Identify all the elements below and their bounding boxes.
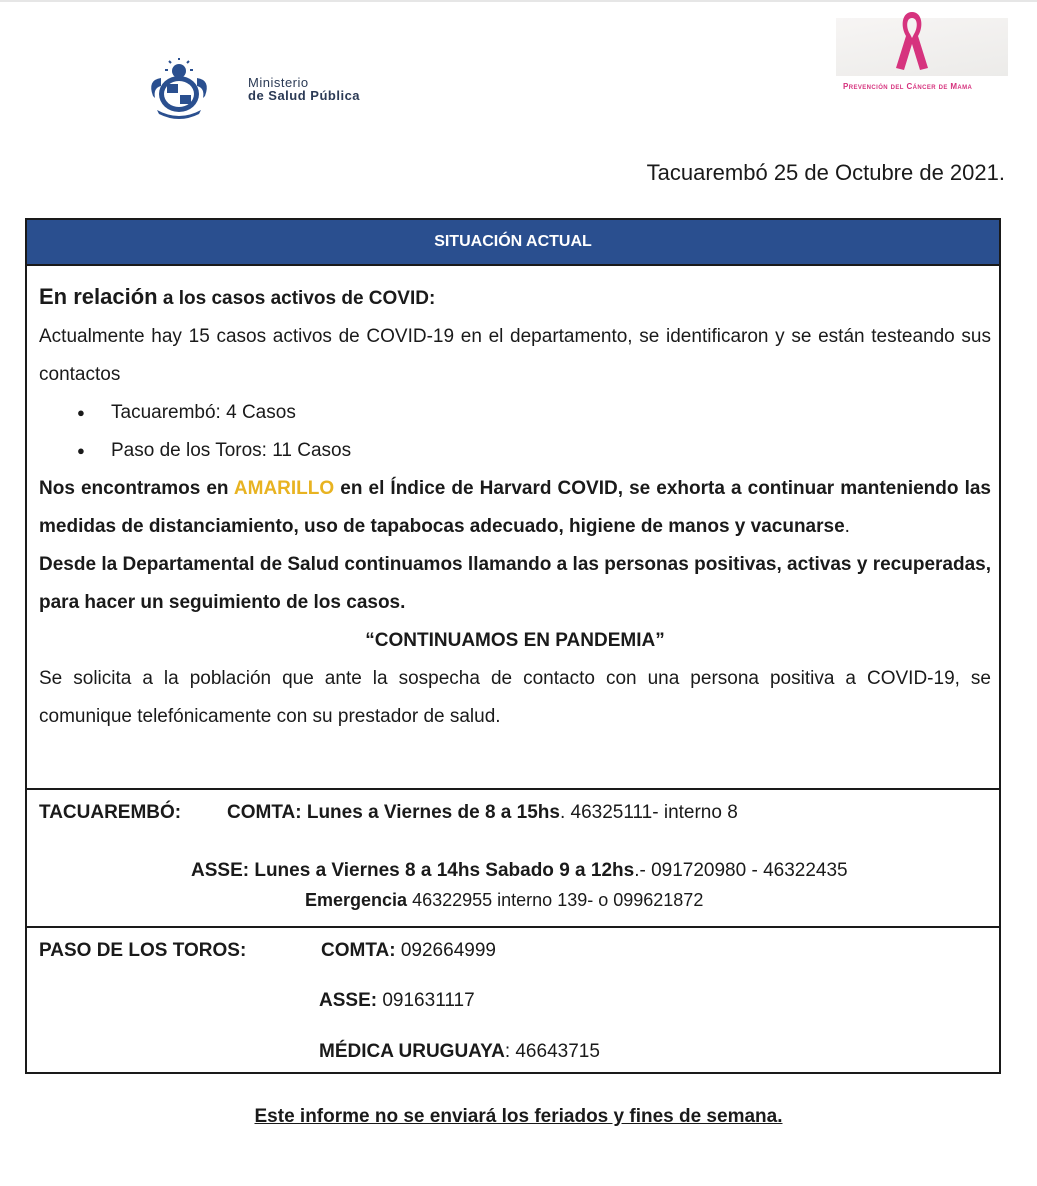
cases-list (39, 394, 991, 470)
followup-paragraph: Desde la Departamental de Salud continuamos llamando a las personas positivas, activas y recuperadas, para hacer un seguimiento de los casos. (39, 554, 991, 613)
document-date: Tacuarembó 25 de Octubre de 2021. (646, 160, 1005, 185)
tacuarembo-comta: COMTA: Lunes a Viernes de 8 a 15hs. 46325111- interno 8 (227, 802, 738, 823)
coat-of-arms-logo (143, 58, 215, 120)
divider (27, 926, 999, 928)
ministry-logotype (248, 76, 360, 102)
request-paragraph: Se solicita a la población que ante la sospecha de contacto con una persona positiva a COVID-19, se comunique telefónicamente con su prestador de salud. (39, 668, 991, 727)
paso-medica-uruguaya: MÉDICA URUGUAYA: 46643715 (319, 1041, 600, 1062)
cases-heading: En relación a los casos activos de COVID: (39, 284, 436, 309)
paso-comta: COMTA: 092664999 (321, 940, 496, 961)
harvard-paragraph: Nos encontramos en AMARILLO en el Índice de Harvard COVID, se exhorta a continuar manteniendo las medidas de distanciamiento, uso de tapabocas adecuado, higiene de manos y vacunarse. (39, 478, 991, 537)
current-situation-section (39, 278, 991, 736)
ministry-line2: de Salud Pública (248, 88, 361, 103)
section-title: SITUACIÓN ACTUAL (434, 233, 592, 250)
footer-note: Este informe no se enviará los feriados y fines de semana. (254, 1106, 783, 1127)
paso-asse: ASSE: 091631117 (319, 990, 475, 1011)
top-border (0, 0, 1037, 2)
pink-ribbon-icon (888, 8, 936, 72)
alert-level: AMARILLO (233, 478, 335, 499)
campaign-text: Prevención del Cáncer de Mama (843, 82, 973, 91)
divider (27, 788, 999, 790)
list-item: ● Tacuarembó: 4 Casos (111, 394, 991, 432)
slogan: “CONTINUAMOS EN PANDEMIA” (365, 630, 665, 651)
tacuarembo-asse: ASSE: Lunes a Viernes 8 a 14hs Sabado 9 a 12hs.- 091720980 - 46322435 (191, 860, 848, 881)
list-item: ● Paso de los Toros: 11 Casos (111, 432, 991, 470)
paso-label: PASO DE LOS TOROS: (39, 940, 247, 961)
report-box (25, 218, 1001, 1074)
intro-paragraph: Actualmente hay 15 casos activos de COVID-19 en el departamento, se identificaron y se están testeando sus contactos (39, 326, 991, 385)
tacuarembo-label: TACUAREMBÓ: (39, 802, 182, 823)
ministry-line1: Ministerio (248, 75, 309, 90)
section-title-bar (27, 220, 999, 266)
tacuarembo-emergency: Emergencia 46322955 interno 139- o 099621872 (305, 890, 704, 910)
